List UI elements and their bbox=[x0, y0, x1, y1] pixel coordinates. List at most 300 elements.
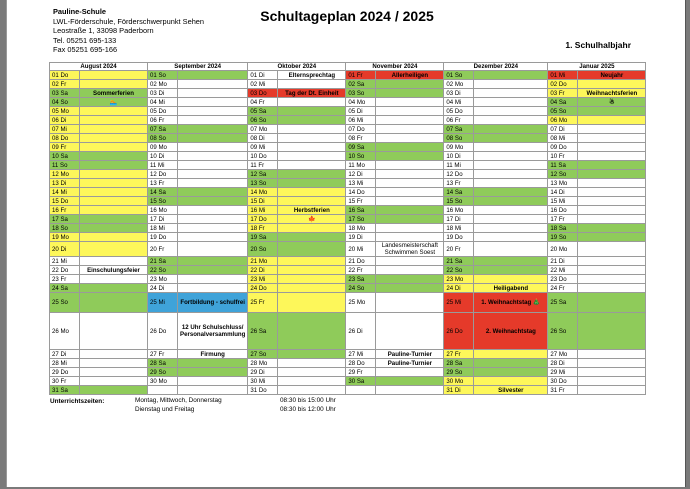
snowman-icon: ☃ bbox=[609, 98, 615, 106]
day-cell: 11 So bbox=[50, 161, 80, 170]
event-cell bbox=[178, 152, 248, 161]
event-cell bbox=[278, 161, 346, 170]
event-cell bbox=[376, 350, 444, 359]
day-cell: 21 Sa bbox=[148, 257, 178, 266]
day-cell: 27 Mo bbox=[548, 350, 578, 359]
day-cell: 26 So bbox=[548, 313, 578, 350]
calendar-row bbox=[50, 116, 646, 125]
day-cell: 26 Di bbox=[346, 313, 376, 350]
day-cell: 06 Fr bbox=[148, 116, 178, 125]
event-cell bbox=[278, 170, 346, 179]
event-cell bbox=[474, 197, 548, 206]
event-cell bbox=[80, 134, 148, 143]
day-cell: 14 Mi bbox=[50, 188, 80, 197]
event-cell bbox=[376, 71, 444, 80]
day-cell: 15 Fr bbox=[346, 197, 376, 206]
event-label: Fortbildung - schulfrei bbox=[180, 299, 246, 306]
event-cell bbox=[178, 170, 248, 179]
day-cell: 25 Mi bbox=[148, 293, 178, 313]
day-cell: 16 Mi bbox=[248, 206, 278, 215]
event-cell bbox=[376, 386, 444, 395]
event-cell bbox=[578, 377, 646, 386]
day-cell: 07 Do bbox=[346, 125, 376, 134]
day-cell: 25 Sa bbox=[548, 293, 578, 313]
day-cell: 08 Do bbox=[50, 134, 80, 143]
event-cell bbox=[474, 275, 548, 284]
calendar-row bbox=[50, 242, 646, 257]
day-cell: 28 Mo bbox=[248, 359, 278, 368]
day-cell: 14 Di bbox=[548, 188, 578, 197]
event-cell bbox=[474, 134, 548, 143]
day-cell: 20 So bbox=[248, 242, 278, 257]
event-cell bbox=[80, 224, 148, 233]
day-cell: 06 Di bbox=[50, 116, 80, 125]
event-cell bbox=[278, 386, 346, 395]
day-cell: 18 Fr bbox=[248, 224, 278, 233]
day-cell: 05 Mo bbox=[50, 107, 80, 116]
day-cell: 29 So bbox=[444, 368, 474, 377]
event-cell bbox=[178, 188, 248, 197]
event-cell bbox=[376, 233, 444, 242]
day-cell: 18 Mo bbox=[346, 224, 376, 233]
day-cell: 02 Fr bbox=[50, 80, 80, 89]
day-cell: 08 So bbox=[148, 134, 178, 143]
day-cell: 09 Mo bbox=[444, 143, 474, 152]
event-cell bbox=[578, 152, 646, 161]
day-cell: 13 Mo bbox=[548, 179, 578, 188]
day-cell: 22 So bbox=[148, 266, 178, 275]
day-cell: 05 Do bbox=[148, 107, 178, 116]
day-cell: 18 So bbox=[50, 224, 80, 233]
day-cell: 09 Do bbox=[548, 143, 578, 152]
event-cell bbox=[80, 242, 148, 257]
event-cell bbox=[278, 80, 346, 89]
event-cell bbox=[278, 275, 346, 284]
day-cell: 13 So bbox=[248, 179, 278, 188]
event-cell bbox=[578, 359, 646, 368]
event-cell bbox=[80, 116, 148, 125]
event-cell bbox=[178, 386, 248, 395]
event-cell bbox=[80, 179, 148, 188]
event-cell bbox=[474, 170, 548, 179]
event-cell bbox=[376, 266, 444, 275]
event-cell bbox=[474, 89, 548, 98]
day-cell: 04 Fr bbox=[248, 98, 278, 107]
calendar-row bbox=[50, 284, 646, 293]
event-cell bbox=[578, 313, 646, 350]
event-cell bbox=[474, 257, 548, 266]
school-name: Pauline-Schule bbox=[53, 7, 106, 16]
event-cell bbox=[178, 143, 248, 152]
day-cell: 13 Fr bbox=[148, 179, 178, 188]
event-cell bbox=[80, 170, 148, 179]
day-cell: 24 Do bbox=[248, 284, 278, 293]
calendar-row bbox=[50, 368, 646, 377]
event-label: Pauline-Turnier bbox=[387, 359, 432, 367]
day-cell: 07 Di bbox=[548, 125, 578, 134]
event-cell bbox=[178, 359, 248, 368]
teaching-days bbox=[135, 396, 222, 414]
event-cell bbox=[278, 224, 346, 233]
day-cell: 01 So bbox=[148, 71, 178, 80]
event-cell bbox=[178, 134, 248, 143]
calendar-row bbox=[50, 266, 646, 275]
event-cell bbox=[80, 215, 148, 224]
event-cell bbox=[376, 107, 444, 116]
day-cell: 08 Fr bbox=[346, 134, 376, 143]
event-cell bbox=[278, 143, 346, 152]
event-cell bbox=[80, 233, 148, 242]
event-label: Neujahr bbox=[600, 71, 624, 79]
day-cell: 01 Fr bbox=[346, 71, 376, 80]
event-cell bbox=[578, 98, 646, 107]
event-label: Landesmeisterschaft Schwimmen Soest bbox=[381, 242, 438, 256]
day-cell: 27 Fr bbox=[444, 350, 474, 359]
event-cell bbox=[278, 197, 346, 206]
day-cell: 21 Mi bbox=[50, 257, 80, 266]
event-cell bbox=[474, 188, 548, 197]
event-cell bbox=[80, 98, 148, 107]
day-cell: 04 Mo bbox=[346, 98, 376, 107]
school-line-2: Leostraße 1, 33098 Paderborn bbox=[53, 26, 154, 35]
event-cell bbox=[80, 152, 148, 161]
event-cell bbox=[80, 206, 148, 215]
day-cell: 04 Mi bbox=[148, 98, 178, 107]
event-cell bbox=[578, 275, 646, 284]
event-label: Herbstferien bbox=[293, 206, 330, 214]
event-cell bbox=[578, 215, 646, 224]
day-cell: 09 Fr bbox=[50, 143, 80, 152]
day-cell: 04 Sa bbox=[548, 98, 578, 107]
event-cell bbox=[80, 350, 148, 359]
day-cell: 31 Fr bbox=[548, 386, 578, 395]
day-cell: 13 Di bbox=[50, 179, 80, 188]
day-cell: 11 Fr bbox=[248, 161, 278, 170]
teaching-times bbox=[280, 396, 336, 414]
event-cell bbox=[278, 359, 346, 368]
event-cell bbox=[178, 233, 248, 242]
event-label: Pauline-Turnier bbox=[387, 350, 432, 358]
day-cell: 03 Di bbox=[148, 89, 178, 98]
day-cell: 16 Sa bbox=[346, 206, 376, 215]
event-cell bbox=[578, 266, 646, 275]
month-header: Januar 2025 bbox=[548, 63, 646, 71]
day-cell: 23 Fr bbox=[50, 275, 80, 284]
event-cell bbox=[376, 313, 444, 350]
event-cell bbox=[376, 179, 444, 188]
event-cell bbox=[278, 377, 346, 386]
day-cell: 10 Sa bbox=[50, 152, 80, 161]
day-cell: 19 Di bbox=[346, 233, 376, 242]
event-cell bbox=[178, 284, 248, 293]
day-cell: 26 Do bbox=[148, 313, 178, 350]
event-cell bbox=[376, 98, 444, 107]
event-cell bbox=[578, 116, 646, 125]
day-cell: 10 Di bbox=[444, 152, 474, 161]
event-cell bbox=[178, 377, 248, 386]
event-cell bbox=[278, 313, 346, 350]
event-cell bbox=[578, 107, 646, 116]
event-cell bbox=[278, 242, 346, 257]
event-cell bbox=[278, 179, 346, 188]
month-header: November 2024 bbox=[346, 63, 444, 71]
day-cell: 31 Di bbox=[444, 386, 474, 395]
teaching-days-1: Montag, Mittwoch, Donnerstag bbox=[135, 397, 222, 404]
day-cell: 07 Sa bbox=[148, 125, 178, 134]
day-cell: 15 Di bbox=[248, 197, 278, 206]
day-cell: 24 Fr bbox=[548, 284, 578, 293]
day-cell: 14 Do bbox=[346, 188, 376, 197]
event-cell bbox=[178, 197, 248, 206]
day-cell: 24 Sa bbox=[50, 284, 80, 293]
event-cell bbox=[474, 242, 548, 257]
day-cell: 20 Di bbox=[50, 242, 80, 257]
event-cell bbox=[80, 257, 148, 266]
event-cell bbox=[178, 179, 248, 188]
day-cell: 02 Mi bbox=[248, 80, 278, 89]
event-cell bbox=[278, 71, 346, 80]
day-cell: 29 Di bbox=[248, 368, 278, 377]
event-cell bbox=[474, 284, 548, 293]
day-cell: 12 Sa bbox=[248, 170, 278, 179]
calendar-row bbox=[50, 188, 646, 197]
day-cell: 02 Do bbox=[548, 80, 578, 89]
day-cell: 28 Sa bbox=[444, 359, 474, 368]
event-cell bbox=[278, 89, 346, 98]
calendar-row bbox=[50, 359, 646, 368]
school-line-3: Tel. 05251 695-133 bbox=[53, 35, 117, 45]
day-cell: 15 So bbox=[148, 197, 178, 206]
calendar-row bbox=[50, 179, 646, 188]
day-cell: 01 Di bbox=[248, 71, 278, 80]
event-cell bbox=[178, 125, 248, 134]
event-cell bbox=[376, 377, 444, 386]
calendar-row bbox=[50, 275, 646, 284]
day-cell: 25 Fr bbox=[248, 293, 278, 313]
event-cell bbox=[178, 266, 248, 275]
event-cell bbox=[474, 107, 548, 116]
calendar-row bbox=[50, 143, 646, 152]
event-cell bbox=[474, 179, 548, 188]
event-label: Allerheiligen bbox=[391, 71, 429, 79]
event-cell bbox=[178, 161, 248, 170]
event-cell bbox=[80, 143, 148, 152]
day-cell: 28 Sa bbox=[148, 359, 178, 368]
event-cell bbox=[80, 377, 148, 386]
day-cell bbox=[148, 386, 178, 395]
teaching-time-2: 08:30 bis 12:00 Uhr bbox=[280, 406, 336, 413]
day-cell: 03 So bbox=[346, 89, 376, 98]
event-cell bbox=[376, 257, 444, 266]
day-cell: 03 Sa bbox=[50, 89, 80, 98]
calendar-row bbox=[50, 98, 646, 107]
event-cell bbox=[80, 107, 148, 116]
day-cell: 06 Fr bbox=[444, 116, 474, 125]
event-cell bbox=[80, 368, 148, 377]
day-cell: 26 Sa bbox=[248, 313, 278, 350]
day-cell: 02 Mo bbox=[444, 80, 474, 89]
event-cell bbox=[474, 116, 548, 125]
calendar-row bbox=[50, 170, 646, 179]
event-cell bbox=[80, 188, 148, 197]
event-cell bbox=[278, 350, 346, 359]
day-cell: 29 Do bbox=[50, 368, 80, 377]
calendar-row bbox=[50, 89, 646, 98]
event-cell bbox=[578, 224, 646, 233]
calendar-row bbox=[50, 224, 646, 233]
day-cell: 18 Mi bbox=[444, 224, 474, 233]
event-cell bbox=[278, 368, 346, 377]
day-cell: 07 Sa bbox=[444, 125, 474, 134]
event-label: Einschulungsfeier bbox=[87, 266, 140, 274]
event-cell bbox=[178, 368, 248, 377]
day-cell: 17 Di bbox=[148, 215, 178, 224]
event-cell bbox=[578, 170, 646, 179]
day-cell: 16 Do bbox=[548, 206, 578, 215]
calendar-row bbox=[50, 197, 646, 206]
day-cell: 01 So bbox=[444, 71, 474, 80]
day-cell: 16 Mo bbox=[148, 206, 178, 215]
calendar-row bbox=[50, 350, 646, 359]
day-cell: 29 Mi bbox=[548, 368, 578, 377]
event-cell bbox=[474, 71, 548, 80]
event-cell bbox=[178, 350, 248, 359]
day-cell: 05 Di bbox=[346, 107, 376, 116]
event-cell bbox=[80, 293, 148, 313]
event-cell bbox=[80, 71, 148, 80]
day-cell: 18 Sa bbox=[548, 224, 578, 233]
event-cell bbox=[474, 206, 548, 215]
calendar-row bbox=[50, 80, 646, 89]
event-cell bbox=[474, 233, 548, 242]
day-cell: 29 Fr bbox=[346, 368, 376, 377]
event-label: Silvester bbox=[498, 386, 524, 394]
event-cell bbox=[578, 179, 646, 188]
day-cell: 07 Mi bbox=[50, 125, 80, 134]
semester-label: 1. Schulhalbjahr bbox=[565, 40, 631, 50]
day-cell: 07 Mo bbox=[248, 125, 278, 134]
day-cell: 22 Mi bbox=[548, 266, 578, 275]
event-cell bbox=[376, 143, 444, 152]
day-cell: 02 Mo bbox=[148, 80, 178, 89]
event-label: Sommerferien bbox=[93, 89, 134, 97]
day-cell: 22 Fr bbox=[346, 266, 376, 275]
day-cell: 06 So bbox=[248, 116, 278, 125]
day-cell: 16 Fr bbox=[50, 206, 80, 215]
event-cell bbox=[178, 313, 248, 350]
school-line-4: Fax 05251 695-166 bbox=[53, 45, 118, 54]
event-cell bbox=[474, 359, 548, 368]
event-cell bbox=[80, 284, 148, 293]
day-cell: 08 Mi bbox=[548, 134, 578, 143]
day-cell: 03 Do bbox=[248, 89, 278, 98]
calendar-row bbox=[50, 125, 646, 134]
event-cell bbox=[278, 107, 346, 116]
day-cell: 19 Mo bbox=[50, 233, 80, 242]
day-cell: 21 Do bbox=[346, 257, 376, 266]
day-cell: 21 Di bbox=[548, 257, 578, 266]
event-cell bbox=[578, 197, 646, 206]
day-cell: 28 Mi bbox=[50, 359, 80, 368]
day-cell: 27 So bbox=[248, 350, 278, 359]
event-cell bbox=[178, 275, 248, 284]
event-cell bbox=[376, 80, 444, 89]
event-cell bbox=[178, 80, 248, 89]
event-cell bbox=[474, 368, 548, 377]
event-cell bbox=[80, 161, 148, 170]
day-cell: 25 Mi bbox=[444, 293, 474, 313]
event-cell bbox=[376, 188, 444, 197]
day-cell: 22 Do bbox=[50, 266, 80, 275]
event-cell bbox=[474, 215, 548, 224]
event-cell bbox=[376, 284, 444, 293]
day-cell: 27 Fr bbox=[148, 350, 178, 359]
event-cell bbox=[376, 206, 444, 215]
event-cell bbox=[474, 313, 548, 350]
event-cell bbox=[578, 125, 646, 134]
event-cell bbox=[474, 143, 548, 152]
event-cell bbox=[578, 89, 646, 98]
day-cell: 19 Do bbox=[444, 233, 474, 242]
day-cell: 19 So bbox=[548, 233, 578, 242]
day-cell: 23 Mo bbox=[444, 275, 474, 284]
day-cell: 22 So bbox=[444, 266, 474, 275]
event-cell bbox=[376, 215, 444, 224]
calendar-row bbox=[50, 134, 646, 143]
event-label: Elternsprechtag bbox=[288, 71, 336, 79]
day-cell: 23 Mo bbox=[148, 275, 178, 284]
day-cell: 10 Fr bbox=[548, 152, 578, 161]
event-cell bbox=[376, 152, 444, 161]
event-label: Weihnachtsferien bbox=[586, 89, 638, 97]
day-cell: 03 Di bbox=[444, 89, 474, 98]
day-cell: 06 Mi bbox=[346, 116, 376, 125]
event-cell bbox=[278, 152, 346, 161]
event-cell bbox=[578, 386, 646, 395]
event-cell bbox=[278, 134, 346, 143]
day-cell: 28 Di bbox=[548, 359, 578, 368]
day-cell: 14 Sa bbox=[148, 188, 178, 197]
day-cell: 30 Do bbox=[548, 377, 578, 386]
event-cell bbox=[376, 89, 444, 98]
event-cell bbox=[278, 284, 346, 293]
teaching-time-1: 08:30 bis 15:00 Uhr bbox=[280, 397, 336, 404]
event-cell bbox=[178, 224, 248, 233]
event-cell bbox=[376, 293, 444, 313]
event-cell bbox=[376, 368, 444, 377]
day-cell: 17 Sa bbox=[50, 215, 80, 224]
event-cell bbox=[578, 242, 646, 257]
event-cell bbox=[376, 161, 444, 170]
event-cell bbox=[178, 89, 248, 98]
day-cell: 19 Sa bbox=[248, 233, 278, 242]
day-cell: 16 Mo bbox=[444, 206, 474, 215]
event-cell bbox=[278, 98, 346, 107]
event-cell bbox=[80, 313, 148, 350]
event-cell bbox=[376, 242, 444, 257]
day-cell: 18 Mi bbox=[148, 224, 178, 233]
day-cell: 10 Do bbox=[248, 152, 278, 161]
event-cell bbox=[80, 89, 148, 98]
day-cell: 19 Do bbox=[148, 233, 178, 242]
month-header: Dezember 2024 bbox=[444, 63, 548, 71]
day-cell: 30 Fr bbox=[50, 377, 80, 386]
event-cell bbox=[474, 350, 548, 359]
day-cell: 24 Di bbox=[148, 284, 178, 293]
calendar-row bbox=[50, 293, 646, 313]
event-cell bbox=[376, 275, 444, 284]
event-cell bbox=[578, 161, 646, 170]
